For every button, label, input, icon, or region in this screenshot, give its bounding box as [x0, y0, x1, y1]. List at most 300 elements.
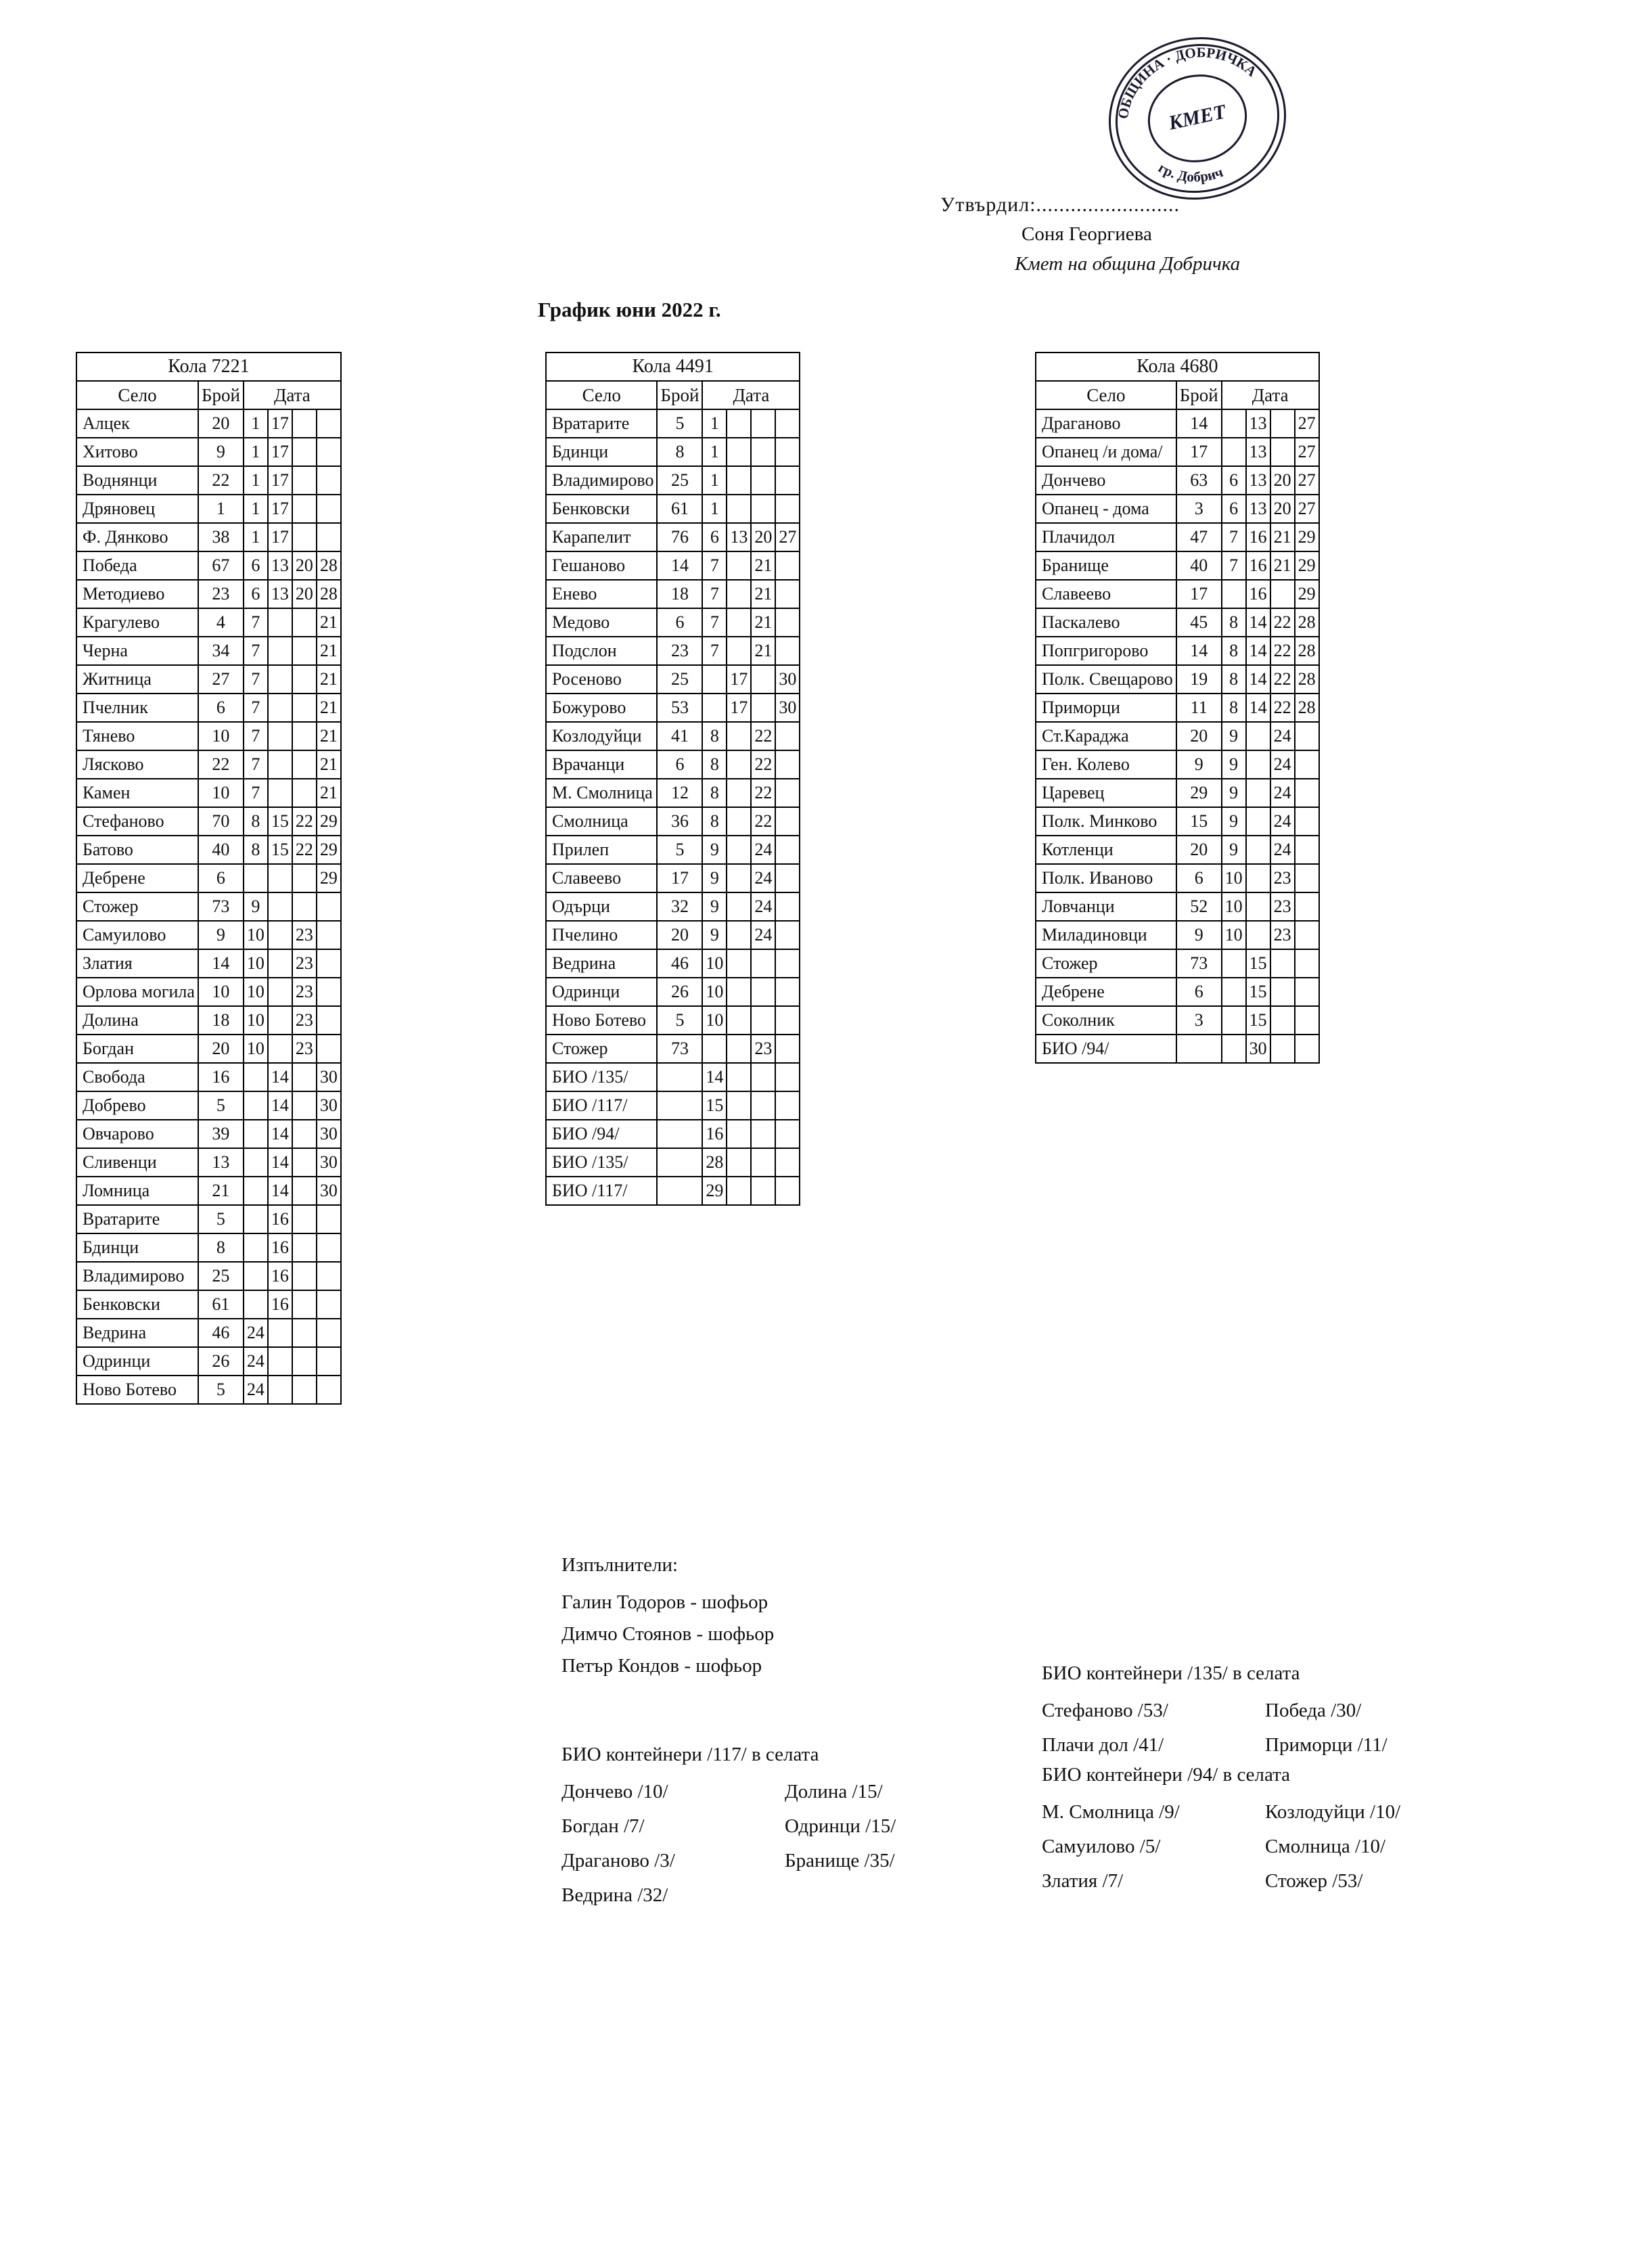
cell-count: 21	[198, 1177, 244, 1205]
cell-village: Гешаново	[546, 551, 657, 580]
cell-date: 16	[1246, 523, 1270, 551]
cell-village: Ген. Колево	[1036, 750, 1176, 779]
cell-date: 10	[702, 1006, 727, 1035]
cell-date: 7	[244, 637, 268, 665]
table-row	[76, 1006, 341, 1035]
cell-date	[751, 466, 775, 495]
cell-count: 25	[198, 1262, 244, 1290]
cell-date: 1	[244, 495, 268, 523]
table-row	[546, 836, 800, 864]
cell-village: БИО /135/	[546, 1063, 657, 1091]
cell-count: 17	[1176, 438, 1222, 466]
cell-date	[268, 978, 292, 1006]
cell-date	[268, 694, 292, 722]
cell-date: 27	[1295, 466, 1319, 495]
cell-date: 16	[1246, 580, 1270, 608]
performer-item: Петър Кондов - шофьор	[561, 1654, 762, 1677]
cell-date: 30	[317, 1177, 341, 1205]
bio-94-title: БИО контейнери /94/ в селата	[1042, 1764, 1291, 1786]
cell-count: 8	[198, 1233, 244, 1262]
cell-date: 29	[317, 864, 341, 892]
table-row	[1036, 694, 1319, 722]
cell-date	[292, 438, 317, 466]
cell-date: 14	[1246, 665, 1270, 694]
cell-date	[1270, 580, 1295, 608]
cell-date: 13	[268, 551, 292, 580]
cell-date	[268, 608, 292, 637]
table-row	[546, 665, 800, 694]
cell-date	[317, 1262, 341, 1290]
table-row	[546, 608, 800, 637]
cell-count: 14	[1176, 409, 1222, 438]
cell-village: Самуилово	[76, 921, 198, 949]
cell-village: Врачанци	[546, 750, 657, 779]
cell-date: 16	[268, 1262, 292, 1290]
col-header-date: Дата	[1222, 381, 1319, 409]
cell-date	[751, 978, 775, 1006]
cell-village: Дончево	[1036, 466, 1176, 495]
table-row	[546, 580, 800, 608]
cell-date	[775, 1091, 800, 1120]
cell-date	[317, 1347, 341, 1376]
cell-date: 21	[751, 551, 775, 580]
cell-date: 9	[1222, 722, 1246, 750]
cell-date	[292, 1205, 317, 1233]
cell-date: 23	[1270, 892, 1295, 921]
table-row	[76, 637, 341, 665]
cell-village: Орлова могила	[76, 978, 198, 1006]
cell-count	[657, 1177, 702, 1205]
table-row	[76, 864, 341, 892]
cell-date: 30	[317, 1120, 341, 1148]
cell-date	[727, 779, 751, 807]
cell-count: 67	[198, 551, 244, 580]
cell-village: БИО /94/	[546, 1120, 657, 1148]
cell-date: 21	[317, 779, 341, 807]
cell-count: 61	[657, 495, 702, 523]
cell-village: Лясково	[76, 750, 198, 779]
cell-date: 9	[244, 892, 268, 921]
cell-count: 10	[198, 779, 244, 807]
cell-date	[1246, 722, 1270, 750]
cell-date	[1246, 750, 1270, 779]
cell-village: БИО /135/	[546, 1148, 657, 1177]
cell-date	[727, 608, 751, 637]
cell-count: 14	[657, 551, 702, 580]
cell-date: 27	[1295, 409, 1319, 438]
cell-date: 7	[702, 580, 727, 608]
cell-date	[292, 1177, 317, 1205]
cell-village: Стожер	[76, 892, 198, 921]
cell-date	[1246, 807, 1270, 836]
table-row	[1036, 722, 1319, 750]
cell-date	[727, 1148, 751, 1177]
cell-date: 7	[244, 608, 268, 637]
cell-village: Ново Ботево	[546, 1006, 657, 1035]
bio-94-village: Стожер /53/	[1265, 1869, 1363, 1892]
col-header-count: Брой	[657, 381, 702, 409]
table-row	[76, 807, 341, 836]
cell-date: 22	[1270, 637, 1295, 665]
cell-date: 17	[268, 523, 292, 551]
cell-date: 24	[1270, 836, 1295, 864]
cell-date	[244, 1262, 268, 1290]
cell-count: 27	[198, 665, 244, 694]
cell-village: Бдинци	[76, 1233, 198, 1262]
cell-date	[268, 1319, 292, 1347]
cell-date: 24	[244, 1376, 268, 1404]
cell-count: 6	[198, 864, 244, 892]
cell-date	[727, 921, 751, 949]
cell-date: 29	[1295, 580, 1319, 608]
approval-block	[940, 189, 1414, 279]
approver-name: Соня Георгиева	[1022, 223, 1152, 245]
cell-village: Опанец - дома	[1036, 495, 1176, 523]
cell-date: 22	[751, 779, 775, 807]
cell-date: 29	[317, 836, 341, 864]
cell-date	[244, 1148, 268, 1177]
cell-date	[1270, 1006, 1295, 1035]
cell-date	[775, 750, 800, 779]
cell-date	[292, 665, 317, 694]
cell-date: 14	[1246, 694, 1270, 722]
cell-date: 7	[244, 779, 268, 807]
cell-count: 32	[657, 892, 702, 921]
cell-village: БИО /117/	[546, 1177, 657, 1205]
cell-date: 13	[1246, 466, 1270, 495]
cell-date: 23	[292, 1006, 317, 1035]
bio-117-title: БИО контейнери /117/ в селата	[561, 1744, 819, 1765]
cell-date: 7	[702, 637, 727, 665]
table-row	[546, 921, 800, 949]
table-row	[76, 1233, 341, 1262]
cell-date: 20	[292, 580, 317, 608]
schedule-table-car-4680	[1035, 352, 1320, 1064]
table-row	[76, 978, 341, 1006]
cell-count: 36	[657, 807, 702, 836]
cell-date	[727, 892, 751, 921]
cell-date	[268, 892, 292, 921]
cell-date	[727, 551, 751, 580]
cell-date: 22	[292, 836, 317, 864]
cell-village: Черна	[76, 637, 198, 665]
table-row	[76, 523, 341, 551]
cell-date	[317, 466, 341, 495]
cell-village: Стожер	[1036, 949, 1176, 978]
cell-count: 6	[198, 694, 244, 722]
cell-date: 30	[317, 1063, 341, 1091]
table-row	[1036, 438, 1319, 466]
cell-date: 1	[244, 523, 268, 551]
cell-village: Полк. Свещарово	[1036, 665, 1176, 694]
cell-date	[268, 722, 292, 750]
cell-date: 16	[268, 1233, 292, 1262]
cell-date: 23	[292, 949, 317, 978]
cell-date	[775, 1006, 800, 1035]
table-row	[76, 1148, 341, 1177]
cell-date	[751, 1120, 775, 1148]
cell-date	[244, 1091, 268, 1120]
cell-date	[317, 978, 341, 1006]
svg-text:ОБЩИНА · ДОБРИЧКА: ОБЩИНА · ДОБРИЧКА	[1114, 44, 1260, 120]
cell-date: 28	[1295, 694, 1319, 722]
cell-village: Драганово	[1036, 409, 1176, 438]
cell-count: 5	[657, 836, 702, 864]
cell-date: 23	[292, 921, 317, 949]
cell-date	[1246, 864, 1270, 892]
cell-count	[657, 1063, 702, 1091]
cell-village: Крагулево	[76, 608, 198, 637]
cell-date: 9	[1222, 836, 1246, 864]
cell-date	[244, 1063, 268, 1091]
cell-count: 52	[1176, 892, 1222, 921]
cell-count: 5	[198, 1205, 244, 1233]
cell-village: Владимирово	[546, 466, 657, 495]
cell-date: 17	[727, 694, 751, 722]
table-row	[546, 864, 800, 892]
table-row	[1036, 864, 1319, 892]
table-row	[1036, 665, 1319, 694]
cell-date: 10	[1222, 864, 1246, 892]
cell-date: 10	[244, 1006, 268, 1035]
cell-date	[775, 949, 800, 978]
cell-village: Тянево	[76, 722, 198, 750]
cell-date: 9	[702, 836, 727, 864]
cell-count: 19	[1176, 665, 1222, 694]
cell-date	[1222, 409, 1246, 438]
table-body-7221	[76, 409, 341, 1404]
cell-date	[775, 466, 800, 495]
cell-count: 73	[657, 1035, 702, 1063]
table-row	[546, 1063, 800, 1091]
cell-date: 1	[702, 438, 727, 466]
document-title: График юни 2022 г.	[538, 298, 721, 321]
table-row	[546, 551, 800, 580]
cell-date: 1	[702, 409, 727, 438]
cell-date: 10	[702, 978, 727, 1006]
cell-date	[727, 1035, 751, 1063]
cell-date	[292, 466, 317, 495]
cell-date: 14	[268, 1120, 292, 1148]
cell-date	[1222, 580, 1246, 608]
cell-date: 8	[244, 836, 268, 864]
cell-village: Подслон	[546, 637, 657, 665]
svg-text:гр. Добрич: гр. Добрич	[1155, 159, 1226, 185]
cell-date	[317, 1290, 341, 1319]
table-row	[76, 722, 341, 750]
cell-count: 9	[1176, 921, 1222, 949]
cell-count: 6	[657, 750, 702, 779]
cell-date: 8	[1222, 608, 1246, 637]
cell-date: 28	[317, 580, 341, 608]
table-row	[76, 466, 341, 495]
cell-count: 17	[1176, 580, 1222, 608]
cell-date: 10	[244, 978, 268, 1006]
cell-count: 8	[657, 438, 702, 466]
cell-count: 47	[1176, 523, 1222, 551]
cell-date	[751, 1006, 775, 1035]
cell-date	[775, 608, 800, 637]
cell-village: Златия	[76, 949, 198, 978]
cell-count: 73	[1176, 949, 1222, 978]
bio-94-village: Козлодуйци /10/	[1265, 1800, 1401, 1823]
cell-date	[727, 949, 751, 978]
cell-date: 20	[1270, 495, 1295, 523]
cell-date	[702, 665, 727, 694]
cell-date: 22	[292, 807, 317, 836]
cell-date	[751, 1091, 775, 1120]
cell-count: 25	[657, 665, 702, 694]
bio-containers-135-block	[1042, 1658, 1387, 1761]
cell-count: 14	[1176, 637, 1222, 665]
cell-count: 38	[198, 523, 244, 551]
bio-117-village: Драганово /3/	[561, 1849, 675, 1871]
cell-date	[268, 921, 292, 949]
table-row	[1036, 637, 1319, 665]
cell-date: 13	[1246, 409, 1270, 438]
cell-village: Ведрина	[76, 1319, 198, 1347]
cell-date: 21	[317, 665, 341, 694]
col-header-village: Село	[1036, 381, 1176, 409]
cell-date: 7	[1222, 523, 1246, 551]
bio-117-village	[785, 1880, 896, 1911]
cell-date	[775, 580, 800, 608]
table-row	[546, 637, 800, 665]
table-row	[1036, 1006, 1319, 1035]
cell-date: 27	[1295, 438, 1319, 466]
cell-date: 13	[727, 523, 751, 551]
cell-count: 6	[1176, 978, 1222, 1006]
col-header-count: Брой	[198, 381, 244, 409]
cell-date: 10	[1222, 921, 1246, 949]
cell-date: 23	[292, 1035, 317, 1063]
cell-date: 10	[244, 949, 268, 978]
cell-date: 16	[268, 1205, 292, 1233]
cell-village: Ловчанци	[1036, 892, 1176, 921]
cell-village: Житница	[76, 665, 198, 694]
cell-count: 10	[198, 978, 244, 1006]
cell-count: 20	[198, 409, 244, 438]
cell-date	[775, 1148, 800, 1177]
table-row	[1036, 466, 1319, 495]
cell-date: 9	[702, 892, 727, 921]
cell-date	[1295, 892, 1319, 921]
cell-date: 21	[1270, 551, 1295, 580]
cell-date	[292, 1319, 317, 1347]
cell-date: 28	[1295, 608, 1319, 637]
bio-94-village: М. Смолница /9/	[1042, 1800, 1180, 1823]
cell-date	[292, 1376, 317, 1404]
table-row	[76, 1319, 341, 1347]
cell-date: 21	[751, 580, 775, 608]
cell-date	[292, 495, 317, 523]
bio-94-village: Смолница /10/	[1265, 1835, 1386, 1857]
cell-date: 6	[1222, 495, 1246, 523]
cell-count: 6	[657, 608, 702, 637]
cell-count: 5	[198, 1091, 244, 1120]
cell-date: 1	[244, 466, 268, 495]
cell-count: 5	[198, 1376, 244, 1404]
cell-date: 7	[1222, 551, 1246, 580]
cell-date: 8	[1222, 665, 1246, 694]
cell-count: 13	[198, 1148, 244, 1177]
table-row	[76, 694, 341, 722]
table-row	[1036, 807, 1319, 836]
cell-date	[292, 523, 317, 551]
table-row	[1036, 608, 1319, 637]
cell-date: 24	[244, 1347, 268, 1376]
cell-village: М. Смолница	[546, 779, 657, 807]
cell-date	[751, 665, 775, 694]
table-row	[546, 779, 800, 807]
table-row	[546, 1006, 800, 1035]
cell-date	[727, 580, 751, 608]
cell-date: 21	[751, 637, 775, 665]
cell-date: 15	[1246, 1006, 1270, 1035]
cell-date: 6	[1222, 466, 1246, 495]
cell-date	[727, 637, 751, 665]
cell-date	[727, 495, 751, 523]
cell-count: 16	[198, 1063, 244, 1091]
cell-date: 28	[1295, 637, 1319, 665]
table-row	[546, 1177, 800, 1205]
cell-date	[775, 637, 800, 665]
cell-count: 26	[198, 1347, 244, 1376]
table-row	[76, 580, 341, 608]
cell-date	[292, 1148, 317, 1177]
col-header-village: Село	[546, 381, 657, 409]
cell-village: Владимирово	[76, 1262, 198, 1290]
cell-date	[751, 409, 775, 438]
cell-date: 21	[317, 750, 341, 779]
cell-date: 30	[1246, 1035, 1270, 1063]
table-row	[76, 750, 341, 779]
cell-date	[775, 1035, 800, 1063]
cell-date: 20	[292, 551, 317, 580]
cell-date: 10	[1222, 892, 1246, 921]
cell-date	[1246, 921, 1270, 949]
cell-date: 17	[268, 466, 292, 495]
cell-date: 23	[1270, 921, 1295, 949]
cell-date	[268, 949, 292, 978]
cell-date: 8	[702, 779, 727, 807]
cell-date: 20	[1270, 466, 1295, 495]
cell-count: 1	[198, 495, 244, 523]
cell-village: Славеево	[546, 864, 657, 892]
table-row	[546, 466, 800, 495]
cell-date	[775, 836, 800, 864]
cell-village: Божурово	[546, 694, 657, 722]
table-row	[76, 1290, 341, 1319]
cell-date	[268, 665, 292, 694]
cell-date	[1246, 779, 1270, 807]
cell-count: 3	[1176, 495, 1222, 523]
cell-date	[292, 1262, 317, 1290]
cell-date	[317, 523, 341, 551]
cell-date	[775, 1063, 800, 1091]
cell-count: 76	[657, 523, 702, 551]
table-row	[546, 1091, 800, 1120]
cell-date	[1295, 864, 1319, 892]
cell-date: 1	[244, 409, 268, 438]
cell-village: Одринци	[76, 1347, 198, 1376]
cell-count	[1176, 1035, 1222, 1063]
cell-village: Ново Ботево	[76, 1376, 198, 1404]
cell-date: 8	[702, 722, 727, 750]
cell-date: 22	[751, 807, 775, 836]
cell-date: 10	[244, 1035, 268, 1063]
cell-count: 6	[1176, 864, 1222, 892]
